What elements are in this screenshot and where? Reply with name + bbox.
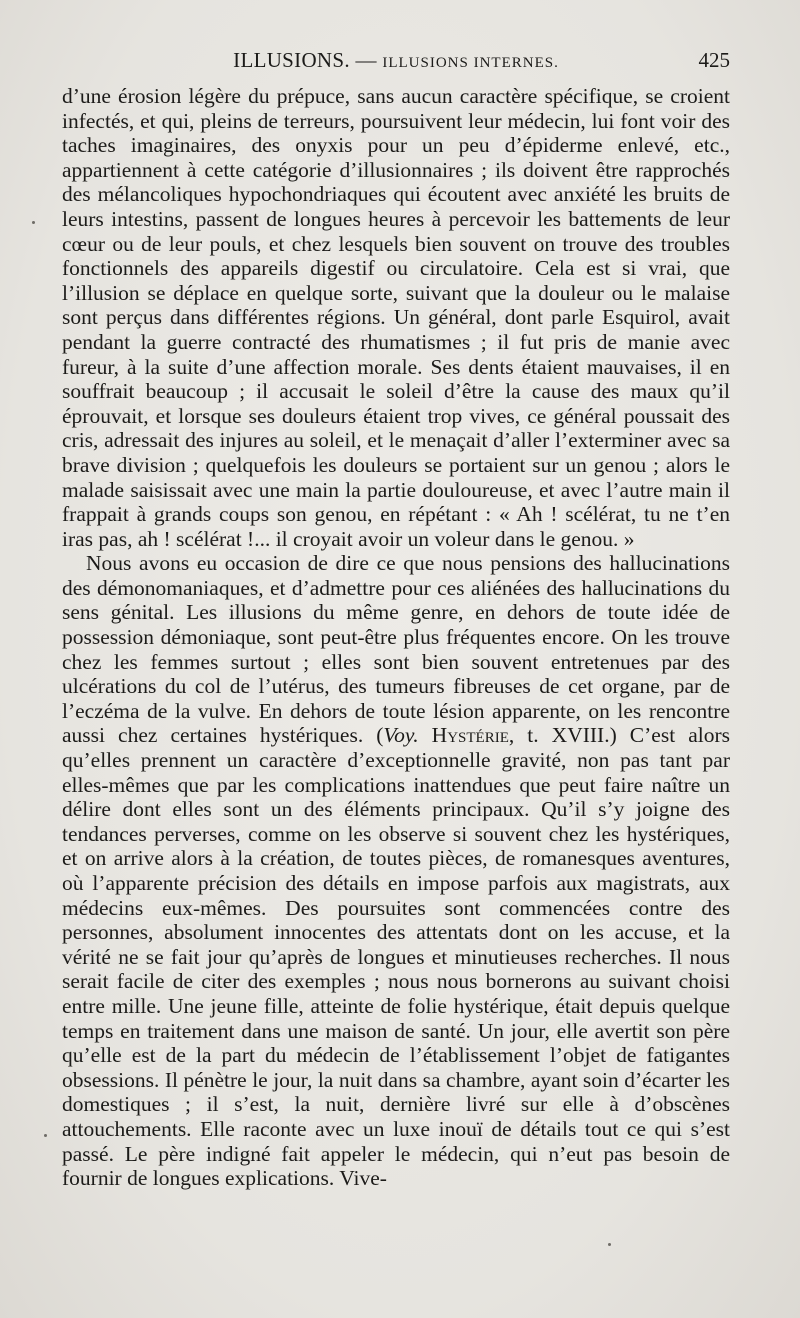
header-dash: — xyxy=(355,48,377,72)
paragraph-2 xyxy=(62,551,730,1190)
header-title: ILLUSIONS. xyxy=(233,48,350,72)
page-number: 425 xyxy=(698,48,730,72)
reference-voy: Voy. xyxy=(383,723,419,748)
page-header xyxy=(62,44,730,76)
reference-tome: , t. XVIII.) xyxy=(508,723,617,748)
margin-speck xyxy=(32,221,35,224)
paragraph-2-part-2: C’est alors qu’elles prennent un caractère d’exceptionnelle gravité, non pas tant par elles-mêmes que par les complications inattendues que peut faire naître un délire dont elles sont un des éléments principaux. Qu’il s’y joigne des tendances perverses, comme on les observe si souvent chez les hystériques, et on arrive alors à la création, de toutes pièces, de romanesques aventures, où l’apparente précision des détails en impose parfois aux magistrats, aux médecins eux-mêmes. Des poursuites sont commencées contre des personnes, absolument innocentes des attentats dont on les accuse, et la vérité ne se fait jour qu’après de longues et minutieuses recherches. Il nous serait facile de citer des exemples ; nous nous bornerons au suivant choisi entre mille. Une jeune fille, atteinte de folie hystérique, était depuis quelque temps en traitement dans une maison de santé. Un jour, elle avertit son père qu’elle est de la part du médecin de l’établissement l’objet de fatigantes obsessions. Il pénètre le jour, la nuit dans sa chambre, ayant soin d’écarter les domestiques ; il s’est, la nuit, dernière livré sur elle à d’obscènes attouchements. Elle raconte avec un luxe inouï de détails tout ce qui s’est passé. Le père indigné fait appeler le médecin, qui n’eut pas besoin de fournir de longues explications. Vive- xyxy=(62,723,731,1191)
margin-speck xyxy=(608,1243,611,1246)
header-subtitle: ILLUSIONS INTERNES. xyxy=(382,55,559,71)
running-title xyxy=(62,44,730,79)
paragraph-2-part-1: Nous avons eu occasion de dire ce que nous pensions des hallucinations des démonomaniaques, et d’admettre pour ces aliénées des hallucinations du sens génital. Les illusions du même genre, en dehors de toute idée de possession démoniaque, sont peut-être plus fréquentes encore. On les trouve chez les femmes surtout ; elles sont bien souvent entretenues par des ulcérations du col de l’utérus, des tumeurs fibreuses de cet organe, par de l’eczéma de la vulve. En dehors de toute lésion apparente, on les rencontre aussi chez certaines hystériques. ( xyxy=(62,551,730,748)
margin-speck xyxy=(44,1134,47,1137)
reference-entry: Hystérie xyxy=(431,723,509,748)
paragraph-1: d’une érosion légère du prépuce, sans aucun caractère spécifique, se croient infectés, et qui, pleins de terreurs, poursuivent leur médecin, lui font voir des taches imaginaires, des onyxis pour un peu d’épiderme enlevé, etc., appartiennent à cette catégorie d’illusionnaires ; ils doivent être rapprochés des mélancoliques hypochondriaques qui écoutent avec anxiété les bruits de leurs intestins, passent de longues heures à percevoir les battements de leur cœur ou de leur pouls, et chez lesquels bien souvent on trouve des troubles fonctionnels des appareils digestif ou circulatoire. Cela est si vrai, que l’illusion se déplace en quelque sorte, suivant que la douleur ou le malaise sont perçus dans différentes régions. Un général, dont parle Esquirol, avait pendant la guerre contracté des rhumatismes ; il fut pris de manie avec fureur, à la suite d’une affection morale. Ses dents étaient mauvaises, il en souffrait beaucoup ; il accusait le soleil d’être la cause des maux qu’il éprouvait, et lorsque ses douleurs étaient trop vives, ce général poussait des cris, adressait des injures au soleil, et le menaçait d’aller l’exterminer avec sa brave division ; quelquefois les douleurs se portaient sur un genou ; alors le malade saisissait avec une main la partie douloureuse, et avec l’autre main il frappait à grands coups son genou, en répétant : « Ah ! scélérat, tu ne t’en iras pas, ah ! scélérat !... il croyait avoir un voleur dans le genou. » xyxy=(62,84,730,551)
body-text xyxy=(62,84,730,1191)
